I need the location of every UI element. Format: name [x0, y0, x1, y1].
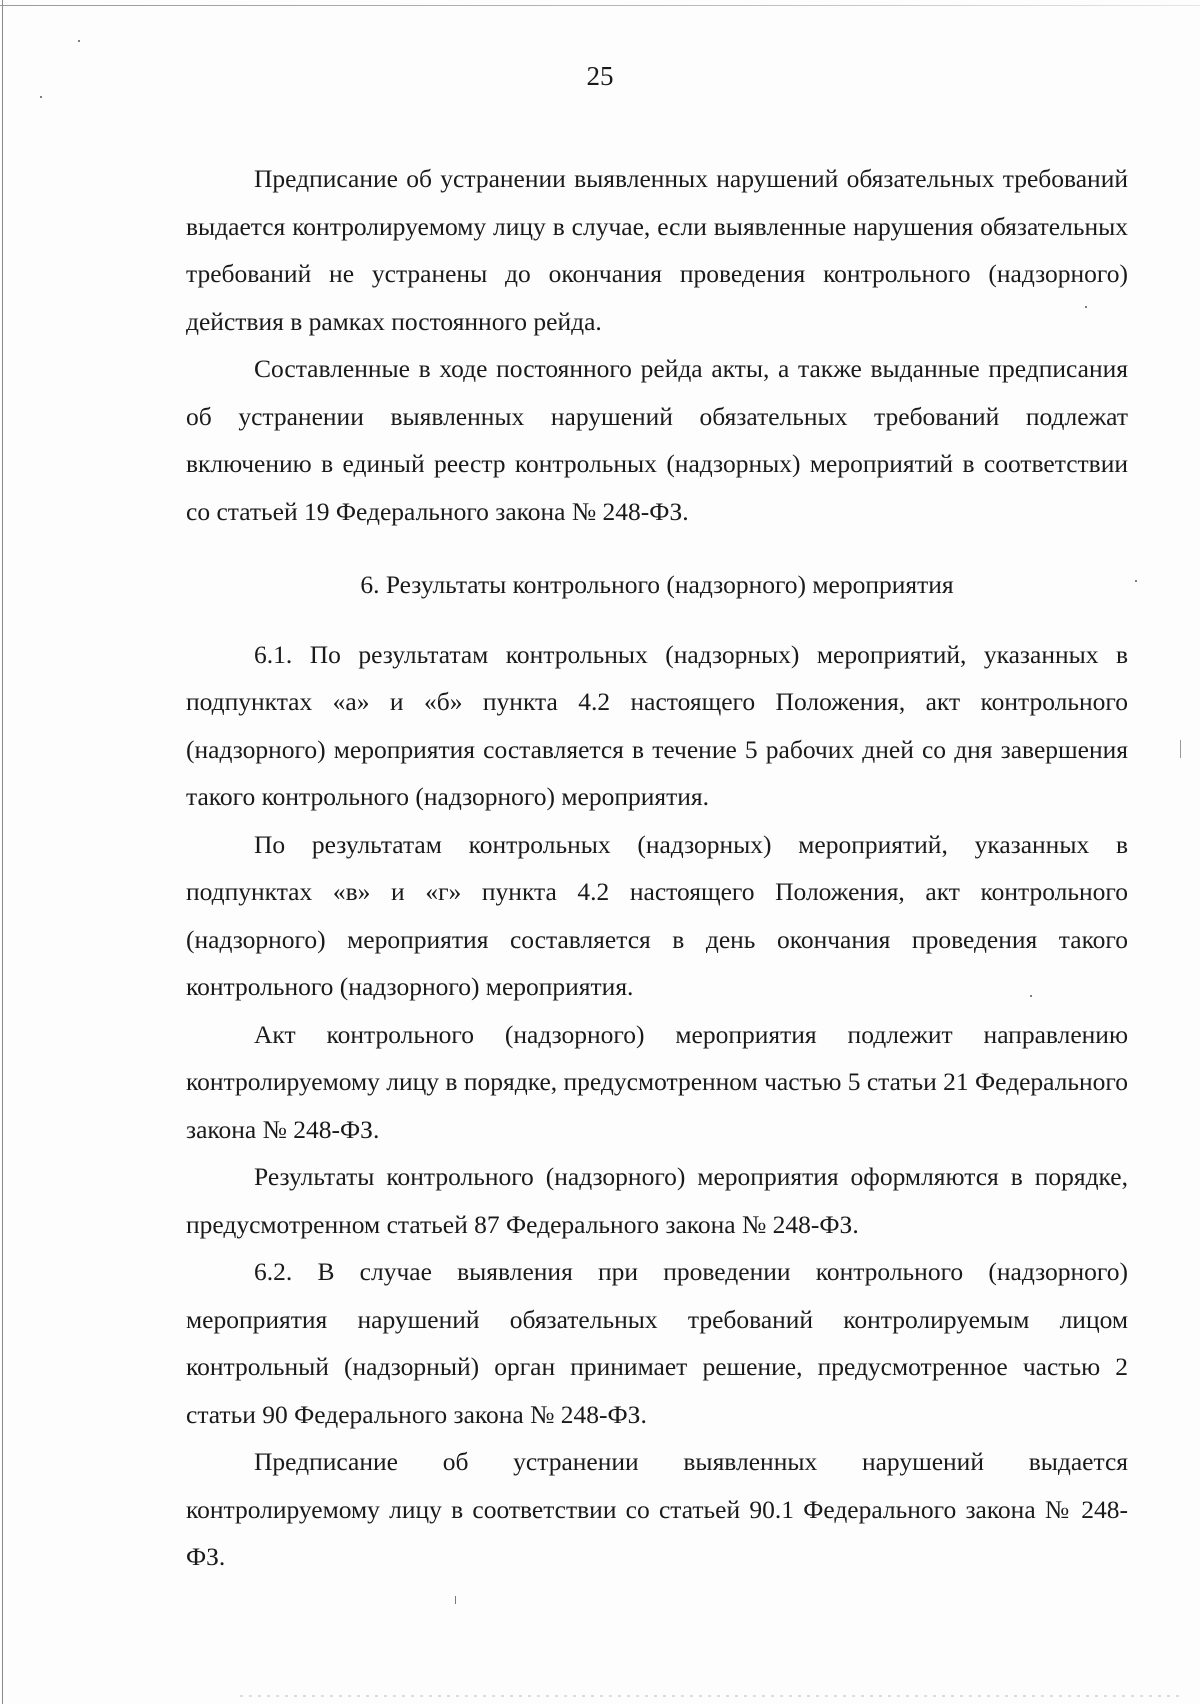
section-heading: 6. Результаты контрольного (надзорного) мероприятия: [360, 570, 954, 599]
paragraph: Предписание об устранении выявленных нарушений выдается контролируемому лицу в соответствии со статьей 90.1 Федерального закона № 248-ФЗ.: [186, 1447, 1128, 1571]
scan-edge-left: [2, 0, 3, 1704]
paragraph: Результаты контрольного (надзорного) мероприятия оформляются в порядке, предусмотренном статьей 87 Федерального закона № 248-ФЗ.: [186, 1162, 1128, 1239]
paragraph: Предписание об устранении выявленных нарушений обязательных требований выдается контролируемому лицу в случае, если выявленные нарушения обязательных требований не устранены до окончания проведения контрольного (надзорного) действия в рамках постоянного рейда.: [186, 164, 1128, 336]
paragraph: По результатам контрольных (надзорных) мероприятий, указанных в подпунктах «в» и «г» пункта 4.2 настоящего Положения, акт контрольного (надзорного) мероприятия составляется в день окончания проведения такого контрольного (надзорного) мероприятия.: [186, 829, 1128, 1001]
scan-edge-top: [0, 5, 1200, 6]
scan-speck: [455, 1596, 456, 1604]
paragraph: 6.1. По результатам контрольных (надзорных) мероприятий, указанных в подпунктах «а» и «б» пункта 4.2 настоящего Положения, акт контрольного (надзорного) мероприятия составляется в течение 5 рабочих дней со дня завершения такого контрольного (надзорного) мероприятия.: [186, 639, 1128, 811]
paragraph: 6.2. В случае выявления при проведении контрольного (надзорного) мероприятия нарушений обязательных требований контролируемым лицом контрольный (надзорный) орган принимает решение, предусмотренное частью 2 статьи 90 Федерального закона № 248-ФЗ.: [186, 1257, 1128, 1429]
scan-speck: [1135, 580, 1137, 582]
document-body: [186, 155, 1128, 1581]
page-number: 25: [586, 61, 614, 91]
paragraph: Акт контрольного (надзорного) мероприятия подлежит направлению контролируемому лицу в порядке, предусмотренном частью 5 статьи 21 Федерального закона № 248-ФЗ.: [186, 1019, 1129, 1144]
scan-speck: [40, 96, 42, 98]
paragraph: Составленные в ходе постоянного рейда акты, а также выданные предписания об устранении выявленных нарушений обязательных требований подлежат включению в единый реестр контрольных (надзорных) мероприятий в соответствии со статьей 19 Федерального закона № 248-ФЗ.: [186, 354, 1128, 526]
scan-edge-bottom: [240, 1695, 1180, 1697]
scan-speck: [78, 40, 80, 42]
scan-speck: [1180, 740, 1181, 758]
